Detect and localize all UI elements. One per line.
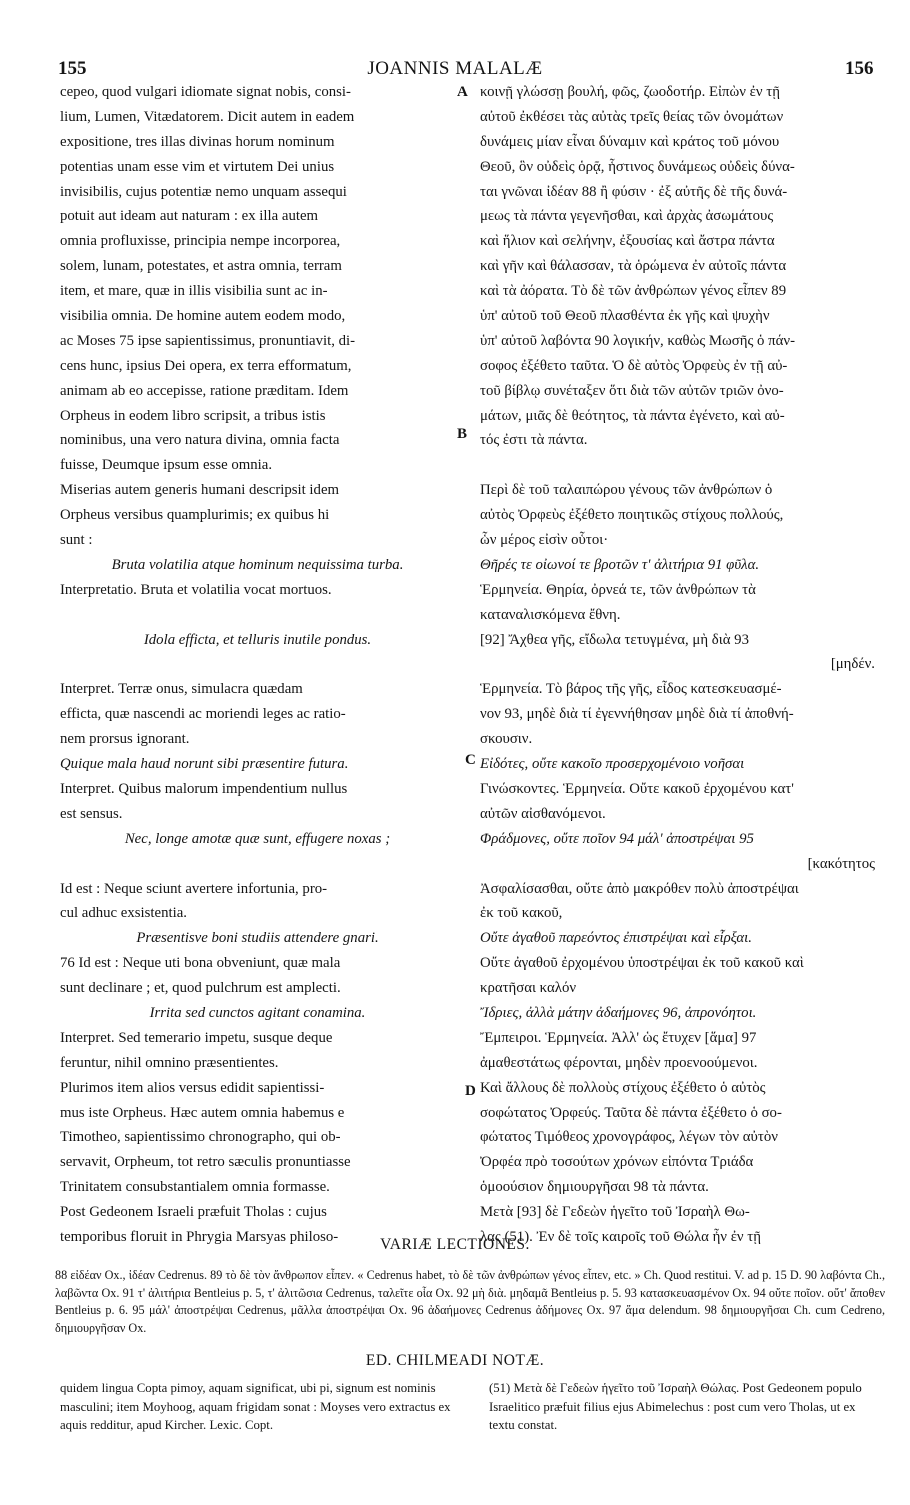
latin-text-line: Idola efficta, et telluris inutile pondus.: [143, 631, 372, 648]
latin-text-line: fuisse, Deumque ipsum esse omnia.: [60, 457, 273, 474]
greek-text-line: καὶ τὰ ἀόρατα. Τὸ δὲ τῶν ἀνθρώπων γένος εἶπεν 89: [480, 283, 787, 300]
variae-lectiones-text: 88 εἰδέαν Ox., ἰδέαν Cedrenus. 89 τὸ δὲ τὸν ἄνθρωπον εἶπεν. « Cedrenus habet, τὸ δὲ τῶν ἀνθρώπων γένος εἶπεν, etc. » Ch. Quod restitui. V. ad p. 15 D. 90 λαβόντα Ch., λαβῶντα Ox. 91 τ' ἀλιτήρια Bentleius p. 5, τ' ἀλιτῶσια Cedrenus, ταλεῖτε οἷα Ox. 92 μὴ διὰ. μηδαμᾶ Bentleius p. 5. 93 κατασκευασμένον Ox. 94 οὔτε ποῖον. οὔτ' ἄποθεν Bentleius p. 6. 95 μάλ' ἀποστρέψαι Cedrenus, μᾶλλα ἀποστρέψαι Ox. 96 ἀδαήμονες Cedrenus ἀδήμονες Ox. 97 ἅμα delendum. 98 δημιουργῆσαι Ch. cum Cedreno, δημιουργῆσαν Ox.: [55, 1268, 885, 1335]
greek-text-line: [92] Ἄχθεα γῆς, εἴδωλα τετυγμένα, μὴ διὰ 93: [480, 631, 749, 648]
greek-text-line: ὁμοούσιον δημιουργῆσαι 98 τὰ πάντα.: [480, 1179, 709, 1196]
greek-text-line: ἐκ τοῦ κακοῦ,: [480, 905, 563, 922]
latin-text-line: Interpretatio. Bruta et volatilia vocat mortuos.: [60, 581, 332, 598]
latin-text-line: feruntur, nihil omnino præsentientes.: [60, 1054, 279, 1071]
line-gap: [480, 453, 875, 478]
latin-text-line: Nec, longe amotæ quæ sunt, effugere noxas ;: [124, 830, 391, 847]
greek-text-line: τός ἐστι τὰ πάντα.: [480, 432, 588, 449]
greek-text-line: Καὶ ἄλλους δὲ πολλοὺς στίχους ἐξέθετο ὁ αὐτὸς: [480, 1079, 766, 1096]
latin-text-line: Id est : Neque sciunt avertere infortunia, pro-: [60, 880, 328, 897]
greek-text-line: τοῦ βίβλῳ συνέταξεν ὅτι διὰ τῶν αὐτῶν τριῶν ὀνο-: [480, 382, 784, 399]
greek-text-line: αὐτῶν αἰσθανόμενοι.: [480, 805, 606, 822]
greek-text-line: ὑπ' αὐτοῦ τοῦ Θεοῦ πλασθέντα ἐκ γῆς καὶ ψυχὴν: [480, 308, 770, 325]
latin-text-line: item, et mare, quæ in illis visibilia sunt ac in-: [60, 283, 328, 300]
greek-text-line: Φράδμονες, οὔτε ποῖον 94 μάλ' ἀποστρέψαι 95: [480, 830, 754, 847]
greek-text-line: ὑπ' αὐτοῦ λαβόντα 90 λογικήν, καθὼς Μωσῆς ὁ πάν-: [480, 332, 795, 349]
running-title: JOANNIS MALALÆ: [367, 58, 543, 79]
greek-text-line: καταναλισκόμενα ἔθνη.: [480, 606, 621, 623]
greek-text-line: [κακότητος: [807, 855, 875, 872]
greek-column: [480, 80, 875, 1250]
greek-text-line: [μηδέν.: [830, 656, 875, 673]
greek-text-line: φώτατος Τιμόθεος χρονογράφος, λέγων τὸν αὐτὸν: [480, 1129, 778, 1146]
latin-text-line: efficta, quæ nascendi ac moriendi leges ac ratio-: [60, 706, 346, 723]
latin-text-line: nominibus, una vero natura divina, omnia facta: [60, 432, 340, 449]
greek-text-line: λας (51). Ἐν δὲ τοῖς καιροῖς τοῦ Θώλα ἦν ἐν τῇ: [480, 1228, 761, 1245]
latin-text-line: solem, lunam, potestates, et astra omnia, terram: [60, 258, 342, 275]
greek-text-line: Μετὰ [93] δὲ Γεδεὼν ἡγεῖτο τοῦ Ἰσραὴλ Θω-: [480, 1204, 750, 1221]
latin-text-line: potuit aut ideam aut naturam : ex illa autem: [60, 208, 319, 225]
greek-text-line: Ἔμπειροι. Ἑρμηνεία. Ἀλλ' ὡς ἔτυχεν [ἅμα] 97: [480, 1029, 757, 1046]
greek-text-line: Ἀσφαλίσασθαι, οὔτε ἀπὸ μακρόθεν πολὺ ἀποστρέψαι: [480, 880, 799, 897]
greek-text-line: Γινώσκοντες. Ἑρμηνεία. Οὔτε κακοῦ ἐρχομένου κατ': [480, 780, 794, 797]
notes-title: ED. CHILMEADI NOTÆ.: [365, 1352, 545, 1369]
greek-text-line: μάτων, μιᾶς δὲ θεότητος, τὰ πάντα ἐγένετο, καὶ αὐ-: [480, 407, 785, 424]
latin-text-line: Post Gedeonem Israeli præfuit Tholas : cujus: [60, 1204, 327, 1221]
margin-marker-d: D: [465, 1083, 476, 1099]
latin-text-line: Bruta volatilia atque hominum nequissima turba.: [111, 556, 404, 573]
greek-text-line: ὧν μέρος εἰσὶν οὗτοι·: [480, 532, 609, 549]
latin-text-line: ac Moses 75 ipse sapientissimus, pronuntiavit, di-: [60, 332, 356, 349]
greek-text-line: Ἑρμηνεία. Θηρία, ὀρνεά τε, τῶν ἀνθρώπων τὰ: [480, 581, 756, 598]
latin-text-line: est sensus.: [60, 805, 123, 822]
latin-text-line: temporibus floruit in Phrygia Marsyas philoso-: [60, 1228, 339, 1245]
latin-text-line: Præsentisve boni studiis attendere gnari.: [136, 930, 379, 947]
greek-text-line: νον 93, μηδὲ διὰ τί ἐγεννήθησαν μηδὲ διὰ τί ἀποθνή-: [480, 706, 794, 723]
latin-text-line: servavit, Orpheum, tot retro sæculis pronuntiasse: [60, 1154, 351, 1171]
latin-text-line: nem prorsus ignorant.: [60, 731, 190, 748]
greek-text-line: καὶ ἥλιον καὶ σελήνην, ἐξουσίας καὶ ἄστρα πάντα: [480, 233, 775, 250]
variae-lectiones-title: VARIÆ LECTIONES.: [380, 1236, 530, 1253]
latin-text-line: 76 Id est : Neque uti bona obveniunt, quæ mala: [60, 955, 341, 972]
latin-column: [60, 80, 455, 1250]
greek-text-line: σκουσιν.: [480, 731, 533, 748]
latin-text-line: sunt declinare ; et, quod pulchrum est amplecti.: [60, 980, 341, 997]
latin-text-line: cens hunc, ipsius Dei opera, ex terra efformatum,: [60, 357, 352, 374]
left-page-number: 155: [58, 58, 87, 79]
latin-text-line: Interpret. Quibus malorum impendentium nullus: [60, 780, 348, 797]
latin-text-line: Interpret. Terræ onus, simulacra quædam: [60, 681, 303, 698]
greek-text-line: αὐτὸς Ὀρφεὺς ἐξέθετο ποιητικῶς στίχους πολλούς,: [480, 507, 784, 524]
latin-text-line: Irrita sed cunctos agitant conamina.: [149, 1004, 366, 1021]
margin-marker-c: C: [465, 752, 476, 768]
latin-text-line: Interpret. Sed temerario impetu, susque deque: [60, 1029, 333, 1046]
latin-text-line: invisibilis, cujus potentiæ nemo unquam assequi: [60, 183, 347, 200]
greek-text-line: κρατῆσαι καλόν: [480, 980, 577, 997]
line-gap: [60, 652, 455, 677]
latin-text-line: omnia profluxisse, principia nempe incorporea,: [60, 233, 341, 250]
latin-text-line: cul adhuc exsistentia.: [60, 905, 187, 922]
greek-text-line: ται γνῶναι ἰδέαν 88 ἢ φύσιν · ἐξ αὐτῆς δὲ τῆς δυνά-: [480, 183, 788, 200]
greek-text-line: σοφώτατος Ὀρφεύς. Ταῦτα δὲ πάντα ἐξέθετο ὁ σο-: [480, 1104, 782, 1121]
latin-text-line: mus iste Orpheus. Hæc autem omnia habemus e: [60, 1104, 345, 1121]
latin-text-line: animam ab eo accepisse, ratione præditam. Idem: [60, 382, 349, 399]
greek-text-line: σοφος ἐξέθετο ταῦτα. Ὁ δὲ αὐτὸς Ὀρφεὺς ἐν τῇ αὐ-: [480, 357, 788, 374]
greek-text-line: Οὔτε ἀγαθοῦ ἐρχομένου ὑποστρέψαι ἐκ τοῦ κακοῦ καὶ: [480, 955, 804, 972]
notes-left-column: quidem lingua Copta pimoy, aquam significat, ubi pi, signum est nominis masculini; item Moyhoog, aquam frigidam sonat : Moyses vero extractus ex aquis redditur, apud Kircher. Lexic. Copt.: [60, 1381, 451, 1432]
latin-text-line: Timotheo, sapientissimo chronographo, qui ob-: [60, 1129, 341, 1146]
line-gap: [60, 852, 455, 877]
latin-text-line: Quique mala haud norunt sibi præsentire futura.: [60, 756, 349, 773]
greek-text-line: Περὶ δὲ τοῦ ταλαιπώρου γένους τῶν ἀνθρώπων ὁ: [480, 482, 773, 499]
greek-text-line: Ἴδριες, ἀλλὰ μάτην ἀδαήμονες 96, ἀπρονόητοι.: [480, 1004, 757, 1021]
latin-text-line: Trinitatem consubstantialem omnia formasse.: [60, 1179, 330, 1196]
latin-text-line: Orpheus versibus quamplurimis; ex quibus hi: [60, 507, 330, 524]
latin-text-line: expositione, tres illas divinas horum nominum: [60, 133, 335, 150]
greek-text-line: αὐτοῦ ἐκθέσει τὰς αὐτὰς τρεῖς θείας τῶν ὀνομάτων: [480, 108, 784, 125]
latin-text-line: sunt :: [60, 532, 93, 549]
latin-text-line: visibilia omnia. De homine autem eodem modo,: [60, 308, 346, 325]
line-gap: [60, 603, 455, 628]
latin-text-line: cepeo, quod vulgari idiomate signat nobis, consi-: [60, 84, 351, 100]
greek-text-line: μεως τὰ πάντα γεγενῆσθαι, καὶ ἀρχὰς ἀσωμάτους: [480, 208, 774, 225]
notes-right-column: (51) Μετὰ δὲ Γεδεὼν ἡγεῖτο τοῦ Ἰσραὴλ Θώλας. Post Gedeonem populo Israelitico præfuit filius ejus Abimelechus : post cum vero Tholas, ut ex textu constat.: [489, 1381, 862, 1432]
greek-text-line: δυνάμεις μίαν εἶναι δύναμιν καὶ κράτος τοῦ μόνου: [480, 133, 780, 150]
greek-text-line: καὶ γῆν καὶ θάλασσαν, τὰ ὁρώμενα ἐν αὐτοῖς πάντα: [480, 258, 787, 275]
right-page-number: 156: [845, 58, 874, 79]
greek-text-line: Θεοῦ, ὃν οὐδεὶς ὁρᾷ, ἧστινος δυνάμεως οὐδεὶς δύνα-: [480, 158, 795, 175]
greek-text-line: Εἰδότες, οὔτε κακοῖο προσερχομένοιο νοῆσαι: [480, 756, 745, 773]
latin-text-line: Orpheus in eodem libro scripsit, a tribus istis: [60, 407, 326, 424]
greek-text-line: Ὀρφέα πρὸ τοσούτων χρόνων εἰπόντα Τριάδα: [480, 1154, 754, 1171]
greek-text-line: κοινῇ γλώσσῃ βουλή, φῶς, ζωοδοτήρ. Εἰπὼν ἐν τῇ: [480, 84, 780, 100]
latin-text-line: lium, Lumen, Vitædatorem. Dicit autem in eadem: [60, 108, 355, 125]
greek-text-line: Οὔτε ἀγαθοῦ παρεόντος ἐπιστρέψαι καὶ εἶρξαι.: [480, 930, 752, 947]
latin-text-line: potentias unam esse vim et virtutem Dei unius: [60, 158, 335, 175]
latin-text-line: Miserias autem generis humani descripsit idem: [60, 482, 340, 499]
latin-text-line: Plurimos item alios versus edidit sapientissi-: [60, 1079, 325, 1096]
greek-text-line: Θῆρές τε οἰωνοί τε βροτῶν τ' ἀλιτήρια 91 φῦλα.: [480, 556, 760, 573]
greek-text-line: Ἑρμηνεία. Τὸ βάρος τῆς γῆς, εἶδος κατεσκευασμέ-: [480, 681, 782, 698]
margin-marker-b: B: [457, 426, 468, 442]
margin-marker-a: A: [457, 84, 468, 100]
greek-text-line: ἀμαθεστάτως φέρονται, μηδὲν προενοούμενοι.: [480, 1054, 758, 1071]
